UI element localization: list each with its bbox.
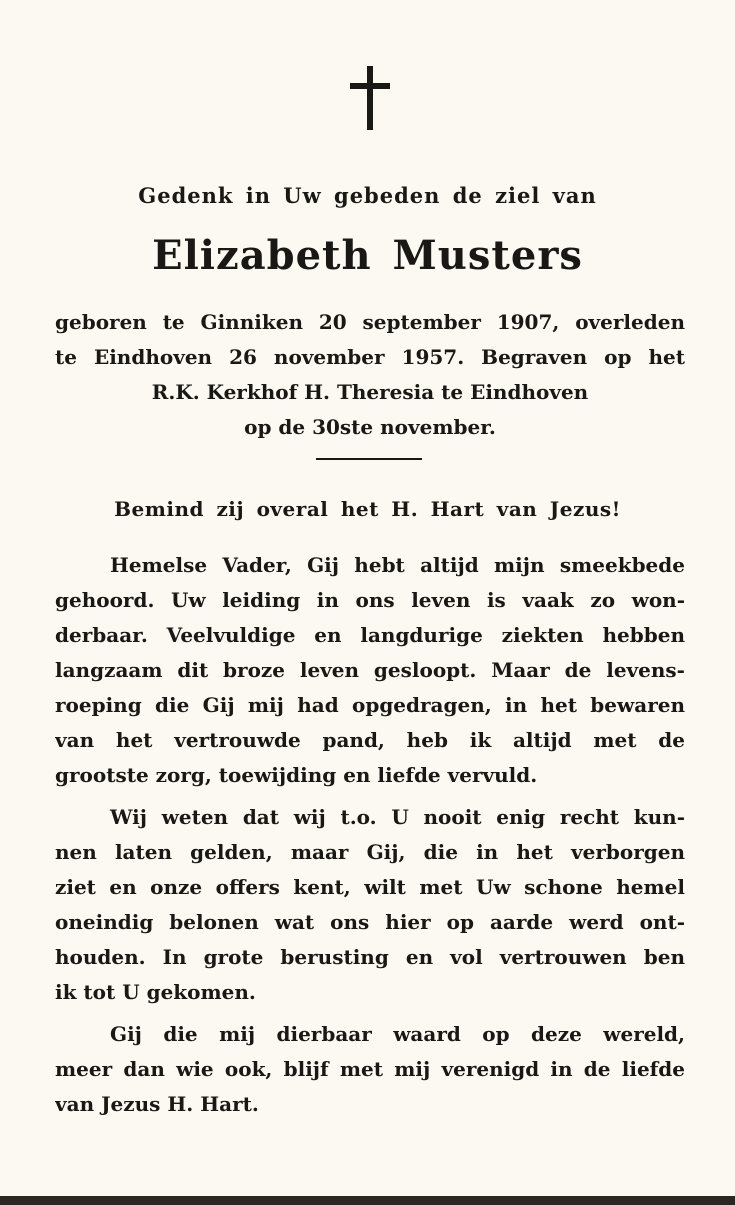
- prayer-line: van het vertrouwde pand, heb ik altijd met de: [55, 728, 685, 752]
- card-bottom-edge: [0, 1196, 735, 1205]
- prayer-paragraph-2: [55, 800, 685, 1010]
- prayer-line: van Jezus H. Hart.: [55, 1092, 259, 1116]
- details-line: R.K. Kerkhof H. Theresia te Eindhoven: [151, 380, 589, 404]
- details-line: geboren te Ginniken 20 september 1907, overleden: [55, 310, 685, 334]
- prayer-line: langzaam dit broze leven gesloopt. Maar de levens-: [55, 658, 685, 682]
- intro-line: Gedenk in Uw gebeden de ziel van: [138, 183, 597, 208]
- prayer-line: Wij weten dat wij t.o. U nooit enig recht kun-: [110, 805, 685, 829]
- prayer-line: roeping die Gij mij had opgedragen, in het bewaren: [55, 693, 685, 717]
- prayer-line: nen laten gelden, maar Gij, die in het verborgen: [55, 840, 685, 864]
- prayer-line: ziet en onze offers kent, wilt met Uw schone hemel: [55, 875, 685, 899]
- details-line: te Eindhoven 26 november 1957. Begraven op het: [55, 345, 685, 369]
- deceased-name: Elizabeth Musters: [152, 232, 583, 279]
- prayer-line: grootste zorg, toewijding en liefde vervuld.: [55, 763, 538, 787]
- divider-rule: [316, 458, 422, 460]
- prayer-line: derbaar. Veelvuldige en langdurige ziekten hebben: [55, 623, 685, 647]
- prayer-line: Hemelse Vader, Gij hebt altijd mijn smeekbede: [110, 553, 685, 577]
- prayer-line: Gij die mij dierbaar waard op deze wereld,: [110, 1022, 685, 1046]
- prayer-paragraph-3: [55, 1017, 685, 1122]
- prayer-line: houden. In grote berusting en vol vertrouwen ben: [55, 945, 685, 969]
- prayer-paragraph-1: [55, 548, 685, 793]
- details-line: op de 30ste november.: [244, 415, 496, 439]
- greeting-line: Bemind zij overal het H. Hart van Jezus!: [114, 497, 621, 521]
- prayer-line: ik tot U gekomen.: [55, 980, 256, 1004]
- prayer-line: gehoord. Uw leiding in ons leven is vaak zo won-: [55, 588, 685, 612]
- prayer-line: meer dan wie ook, blijf met mij verenigd in de liefde: [55, 1057, 685, 1081]
- cross-icon: [350, 66, 390, 130]
- birth-death-details: [55, 305, 685, 445]
- prayer-line: oneindig belonen wat ons hier op aarde werd ont-: [55, 910, 685, 934]
